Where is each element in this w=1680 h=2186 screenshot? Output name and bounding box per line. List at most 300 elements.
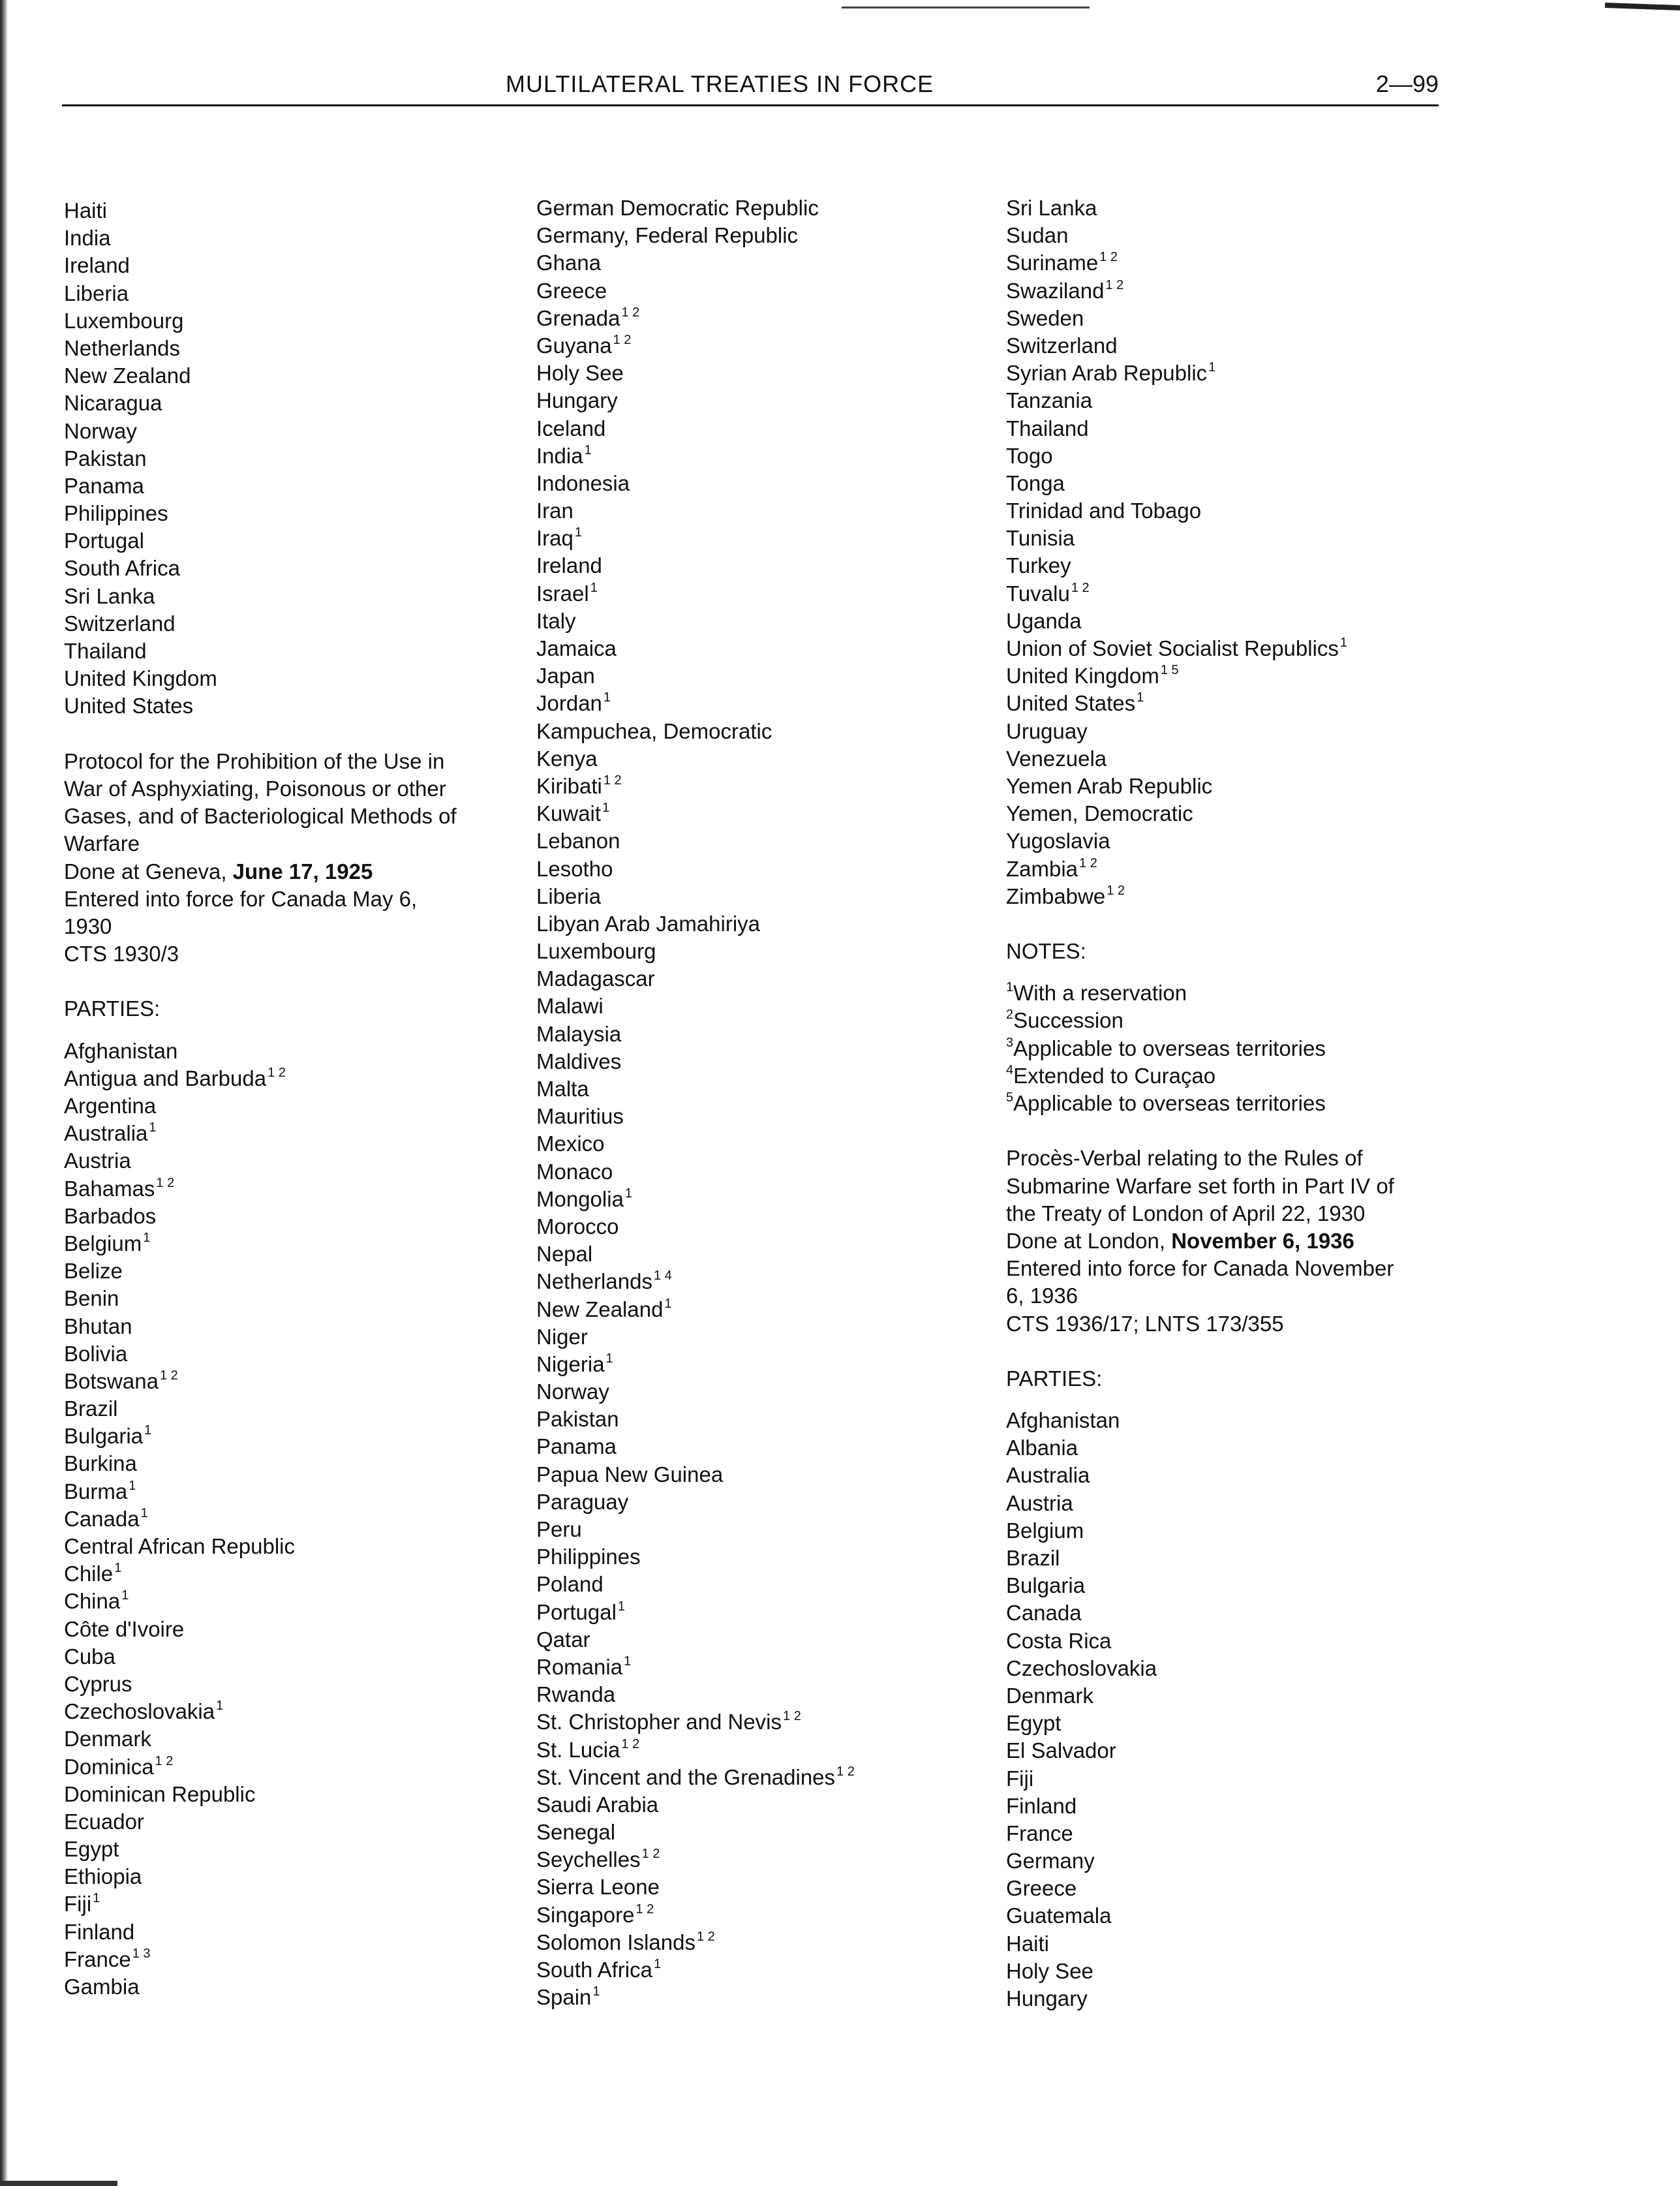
- party-item: [536, 1048, 993, 1075]
- party-footnote-ref: 1: [149, 1120, 157, 1135]
- party-item: [64, 1450, 521, 1477]
- parties-list-continued: [1006, 194, 1463, 910]
- treaty-entry-into-force: [1006, 1255, 1463, 1310]
- party-footnote-ref: 1: [216, 1699, 224, 1714]
- party-name: Papua New Guinea: [536, 1462, 724, 1486]
- party-name: Burma: [64, 1479, 128, 1503]
- spacer: [1006, 965, 1463, 979]
- party-name: Portugal: [536, 1599, 617, 1624]
- party-name: Panama: [536, 1434, 617, 1459]
- party-name: Bahamas: [64, 1176, 155, 1201]
- note-text: Applicable to overseas territories: [1013, 1036, 1326, 1060]
- party-item: [64, 1836, 521, 1863]
- note-text: Succession: [1013, 1008, 1123, 1033]
- column-left: [64, 197, 521, 2001]
- party-name: India: [536, 443, 583, 468]
- party-item: Philippines: [64, 501, 168, 526]
- party-name: Sri Lanka: [1006, 196, 1097, 220]
- party-item: Thailand: [64, 639, 147, 663]
- party-item: [536, 1736, 993, 1764]
- party-name: Czechoslovakia: [64, 1699, 215, 1724]
- party-item: [536, 1323, 993, 1351]
- party-footnote-ref: 1 2: [621, 1736, 640, 1751]
- treaty-london-proces-verbal: [1006, 1145, 1463, 2012]
- party-name: Norway: [536, 1379, 609, 1404]
- party-name: Jordan: [536, 691, 602, 716]
- party-name: Tanzania: [1006, 388, 1093, 413]
- party-item: Ireland: [64, 253, 130, 278]
- party-item: [536, 993, 993, 1020]
- treaty-cts: CTS 1936/17; LNTS 173/355: [1006, 1311, 1284, 1336]
- party-footnote-ref: 1: [1339, 636, 1348, 650]
- party-name: Yemen Arab Republic: [1006, 773, 1213, 798]
- party-name: Maldives: [536, 1049, 622, 1073]
- party-item: [536, 525, 993, 552]
- party-name: Argentina: [64, 1094, 157, 1118]
- party-item: [64, 1505, 521, 1533]
- party-name: Kampuchea, Democratic: [536, 718, 772, 743]
- party-footnote-ref: 1: [121, 1588, 129, 1603]
- party-item: Bulgaria: [1006, 1573, 1086, 1598]
- party-item: Guatemala: [1006, 1903, 1112, 1928]
- party-name: Bolivia: [64, 1341, 128, 1366]
- party-item: Switzerland: [64, 611, 176, 636]
- party-footnote-ref: 1 2: [603, 773, 622, 788]
- spacer: [1006, 1393, 1463, 1407]
- party-item: [536, 442, 993, 470]
- party-item: [536, 1929, 993, 1956]
- party-name: Uganda: [1006, 608, 1082, 633]
- party-name: Afghanistan: [64, 1038, 178, 1063]
- party-name: Antigua and Barbuda: [64, 1066, 267, 1090]
- party-item: [64, 1147, 521, 1175]
- party-item: Haiti: [1006, 1931, 1050, 1956]
- party-item: [536, 1543, 993, 1571]
- party-name: Paraguay: [536, 1489, 629, 1514]
- scan-edge-left: [0, 0, 8, 2186]
- party-name: Botswana: [64, 1368, 159, 1393]
- party-item: [1006, 387, 1463, 414]
- treaty-title: [1006, 1145, 1463, 1227]
- party-item: [1006, 415, 1463, 442]
- party-name: New Zealand: [536, 1297, 664, 1321]
- party-name: Benin: [64, 1286, 119, 1311]
- party-item: [64, 1781, 521, 1808]
- note-item: [1006, 1035, 1463, 1062]
- treaty-title-line: Protocol for the Prohibition of the Use in: [64, 748, 445, 773]
- party-item: [536, 277, 993, 305]
- party-item: United Kingdom: [64, 666, 217, 691]
- party-name: United States: [1006, 691, 1136, 716]
- party-item: [536, 1626, 993, 1654]
- party-item: [1006, 194, 1463, 222]
- party-item: El Salvador: [1006, 1738, 1116, 1763]
- party-item: Hungary: [1006, 1986, 1088, 2010]
- party-item: [536, 827, 993, 855]
- party-item: [64, 1313, 521, 1340]
- treaty-done-line: [64, 858, 521, 885]
- note-item: [1006, 1062, 1463, 1090]
- party-footnote-ref: 1: [603, 690, 611, 705]
- party-item: [536, 1378, 993, 1406]
- party-item: [536, 387, 993, 414]
- party-name: Niger: [536, 1324, 588, 1349]
- party-footnote-ref: 1 2: [1107, 883, 1125, 898]
- party-name: Singapore: [536, 1902, 635, 1927]
- party-item: Fiji: [1006, 1766, 1034, 1791]
- party-footnote-ref: 1 2: [1105, 277, 1124, 292]
- party-name: Israel: [536, 581, 589, 606]
- party-name: Syrian Arab Republic: [1006, 361, 1208, 386]
- party-name: Saudi Arabia: [536, 1792, 659, 1817]
- party-item: [536, 1681, 993, 1708]
- running-head: [62, 70, 1439, 106]
- party-name: Malta: [536, 1077, 589, 1101]
- party-item: [536, 855, 993, 883]
- party-name: Brazil: [64, 1396, 118, 1421]
- party-name: Trinidad and Tobago: [1006, 499, 1202, 523]
- party-name: Central African Republic: [64, 1534, 296, 1558]
- party-name: Bhutan: [64, 1314, 132, 1338]
- party-item: [64, 1918, 521, 1946]
- party-item: [64, 1340, 521, 1368]
- party-item: [64, 1725, 521, 1753]
- party-item: [64, 1230, 521, 1257]
- party-item: [1006, 800, 1463, 827]
- party-name: Solomon Islands: [536, 1930, 695, 1954]
- party-footnote-ref: 1: [624, 1654, 632, 1669]
- scan-mark-top-right: [1605, 3, 1680, 10]
- notes-heading: NOTES:: [1006, 939, 1086, 964]
- party-footnote-ref: 1: [605, 1351, 613, 1366]
- party-item: [536, 222, 993, 249]
- party-item: Holy See: [1006, 1958, 1093, 1983]
- party-name: Greece: [536, 278, 607, 303]
- party-item: [1006, 608, 1463, 635]
- parties-list-continued: [536, 194, 993, 2011]
- party-name: St. Lucia: [536, 1737, 620, 1762]
- note-number: 2: [1006, 1008, 1014, 1023]
- treaty-done-line: [1006, 1227, 1463, 1255]
- party-item: [1006, 332, 1463, 360]
- party-item: [536, 360, 993, 387]
- party-name: Sweden: [1006, 305, 1084, 330]
- party-name: Mongolia: [536, 1186, 624, 1211]
- party-name: Bulgaria: [64, 1424, 144, 1449]
- party-name: Chile: [64, 1562, 114, 1586]
- party-item: [536, 1075, 993, 1103]
- party-item: Costa Rica: [1006, 1628, 1112, 1653]
- party-name: Tonga: [1006, 470, 1065, 495]
- party-item: [536, 1599, 993, 1626]
- party-item: [1006, 827, 1463, 855]
- note-text: Applicable to overseas territories: [1013, 1091, 1326, 1115]
- party-item: Nicaragua: [64, 391, 162, 416]
- party-item: [64, 1120, 521, 1147]
- spacer: [1006, 910, 1463, 938]
- scan-edge-bottom: [0, 2181, 117, 2186]
- treaty-done-date: June 17, 1925: [232, 859, 373, 884]
- party-footnote-ref: 1 3: [132, 1946, 151, 1961]
- party-name: Spain: [536, 1985, 592, 2010]
- party-item: [1006, 855, 1463, 883]
- party-footnote-ref: 1 2: [155, 1753, 174, 1768]
- note-number: 1: [1006, 980, 1014, 995]
- party-item: [536, 1956, 993, 1984]
- party-name: Kuwait: [536, 801, 602, 826]
- party-name: Malawi: [536, 994, 603, 1019]
- party-name: Germany, Federal Republic: [536, 223, 799, 248]
- party-item: [536, 883, 993, 910]
- party-item: [536, 194, 993, 222]
- party-item: [1006, 249, 1463, 277]
- party-footnote-ref: 1: [1208, 360, 1216, 375]
- party-item: [536, 1984, 993, 2011]
- running-head-title: MULTILATERAL TREATIES IN FORCE: [506, 70, 934, 97]
- column-middle: [536, 194, 993, 2011]
- party-name: Cuba: [64, 1644, 115, 1669]
- parties-list: [64, 1038, 521, 2001]
- party-name: Canada: [64, 1506, 140, 1531]
- party-name: Indonesia: [536, 470, 630, 495]
- party-item: [1006, 525, 1463, 552]
- party-name: Monaco: [536, 1159, 613, 1184]
- party-name: Romania: [536, 1654, 623, 1679]
- party-name: Hungary: [536, 388, 618, 413]
- party-footnote-ref: 1: [1137, 690, 1144, 705]
- party-name: Japan: [536, 664, 595, 688]
- party-item: [1006, 580, 1463, 608]
- party-item: [536, 1819, 993, 1846]
- party-item: Portugal: [64, 529, 144, 553]
- treaty-force-line: Entered into force for Canada May 6,: [64, 886, 418, 911]
- party-item: [536, 1791, 993, 1819]
- party-item: [64, 1065, 521, 1092]
- party-name: Yemen, Democratic: [1006, 801, 1193, 826]
- party-name: Qatar: [536, 1627, 590, 1652]
- party-item: [64, 1588, 521, 1615]
- party-item: [536, 1846, 993, 1873]
- party-item: [64, 1175, 521, 1203]
- party-name: Yugoslavia: [1006, 829, 1110, 854]
- treaty-done-prefix: Done at Geneva,: [64, 859, 233, 884]
- party-item: [64, 1753, 521, 1781]
- spacer: [64, 1023, 521, 1038]
- party-item: Egypt: [1006, 1711, 1061, 1736]
- party-name: Ethiopia: [64, 1864, 142, 1889]
- party-name: Guyana: [536, 333, 612, 358]
- party-name: Cyprus: [64, 1671, 132, 1696]
- note-item: [1006, 1007, 1463, 1034]
- spacer: [64, 720, 521, 748]
- party-item: [64, 1092, 521, 1120]
- party-item: [536, 800, 993, 827]
- party-item: [536, 1571, 993, 1598]
- party-name: Zimbabwe: [1006, 884, 1106, 908]
- parties-list-continued: [64, 197, 521, 720]
- party-name: Italy: [536, 608, 576, 633]
- party-item: Pakistan: [64, 446, 147, 470]
- party-name: St. Vincent and the Grenadines: [536, 1764, 836, 1789]
- party-item: Denmark: [1006, 1683, 1093, 1708]
- party-item: [536, 1461, 993, 1488]
- party-item: [64, 1808, 521, 1836]
- treaty-title-line: the Treaty of London of April 22, 1930: [1006, 1201, 1366, 1225]
- party-item: Australia: [1006, 1463, 1090, 1488]
- party-item: [536, 773, 993, 800]
- party-name: Thailand: [1006, 416, 1089, 440]
- party-name: Sierra Leone: [536, 1875, 660, 1900]
- party-item: [536, 1901, 993, 1929]
- party-name: Gambia: [64, 1975, 140, 1999]
- party-name: Peru: [536, 1517, 582, 1541]
- party-item: [64, 1423, 521, 1450]
- treaty-geneva-protocol: [64, 748, 521, 2001]
- party-name: Mexico: [536, 1131, 605, 1156]
- party-footnote-ref: 1: [602, 801, 610, 816]
- party-item: [64, 1670, 521, 1698]
- treaty-title: [64, 748, 521, 858]
- party-name: Lebanon: [536, 829, 620, 854]
- party-name: Switzerland: [1006, 333, 1118, 358]
- party-name: Rwanda: [536, 1682, 616, 1707]
- party-item: [1006, 745, 1463, 773]
- party-name: Iraq: [536, 526, 573, 551]
- party-item: [536, 1406, 993, 1433]
- party-name: Madagascar: [536, 966, 655, 991]
- party-item: [536, 1654, 993, 1681]
- party-item: [64, 1038, 521, 1065]
- party-name: Ireland: [536, 553, 602, 578]
- treaty-cts: CTS 1930/3: [64, 942, 179, 966]
- party-name: Tuvalu: [1006, 581, 1070, 606]
- party-item: Panama: [64, 473, 144, 498]
- party-footnote-ref: 1: [129, 1478, 136, 1493]
- notes-list: [1006, 979, 1463, 1117]
- party-name: German Democratic Republic: [536, 196, 819, 220]
- party-footnote-ref: 1 2: [1079, 855, 1097, 870]
- party-name: Turkey: [1006, 553, 1071, 578]
- party-item: [536, 1433, 993, 1460]
- spacer: [64, 968, 521, 995]
- party-footnote-ref: 1: [584, 442, 592, 457]
- treaty-title-line: War of Asphyxiating, Poisonous or other: [64, 776, 446, 801]
- party-name: Holy See: [536, 361, 624, 386]
- party-item: [536, 1488, 993, 1516]
- party-item: Netherlands: [64, 335, 180, 360]
- treaty-force-line: Entered into force for Canada November: [1006, 1256, 1394, 1281]
- party-footnote-ref: 1: [574, 525, 582, 540]
- party-item: [1006, 662, 1463, 690]
- treaty-done-date: November 6, 1936: [1171, 1228, 1354, 1253]
- party-item: [1006, 305, 1463, 332]
- party-item: [64, 1395, 521, 1423]
- party-footnote-ref: 1: [93, 1891, 100, 1906]
- party-name: Nepal: [536, 1242, 593, 1267]
- note-number: 4: [1006, 1062, 1014, 1077]
- party-footnote-ref: 1: [143, 1230, 151, 1245]
- party-item: [536, 1240, 993, 1268]
- party-item: [536, 690, 993, 717]
- scan-mark-top: [842, 7, 1090, 8]
- party-item: [536, 1764, 993, 1791]
- party-name: Burkina: [64, 1451, 137, 1476]
- party-item: [64, 1533, 521, 1560]
- party-item: Liberia: [64, 281, 129, 305]
- party-name: Dominican Republic: [64, 1781, 256, 1806]
- party-name: Philippines: [536, 1545, 641, 1569]
- party-name: Libyan Arab Jamahiriya: [536, 911, 761, 936]
- party-item: [536, 1213, 993, 1240]
- party-footnote-ref: 1: [140, 1505, 148, 1520]
- party-name: United Kingdom: [1006, 664, 1159, 688]
- party-footnote-ref: 1 2: [1071, 580, 1090, 595]
- party-item: [536, 580, 993, 608]
- party-footnote-ref: 1 2: [783, 1709, 801, 1724]
- party-name: Grenada: [536, 305, 620, 330]
- party-name: Finland: [64, 1919, 135, 1944]
- party-item: [536, 662, 993, 690]
- party-item: [1006, 552, 1463, 579]
- party-item: [1006, 635, 1463, 662]
- party-name: Mauritius: [536, 1104, 624, 1129]
- party-name: Senegal: [536, 1820, 616, 1845]
- party-footnote-ref: 1: [624, 1186, 633, 1201]
- party-footnote-ref: 1: [592, 1984, 600, 1999]
- party-item: United States: [64, 694, 194, 718]
- party-footnote-ref: 1 2: [613, 332, 632, 347]
- party-item: [1006, 442, 1463, 470]
- party-item: [536, 910, 993, 938]
- party-name: Australia: [64, 1121, 148, 1146]
- party-item: [536, 1103, 993, 1130]
- page-number: 2—99: [1375, 70, 1439, 97]
- party-footnote-ref: 1 2: [1099, 250, 1118, 265]
- spacer: [1006, 1117, 1463, 1145]
- party-item: [536, 1516, 993, 1543]
- party-footnote-ref: 1 2: [267, 1065, 286, 1080]
- party-item: [64, 1643, 521, 1670]
- party-name: South Africa: [536, 1958, 652, 1982]
- party-footnote-ref: 1: [617, 1599, 626, 1614]
- treaty-entry-into-force: [64, 885, 521, 940]
- party-item: [1006, 718, 1463, 745]
- party-name: Kenya: [536, 746, 598, 771]
- parties-list: [1006, 1407, 1463, 2012]
- party-item: [64, 1203, 521, 1230]
- party-item: [536, 1186, 993, 1213]
- party-item: [536, 718, 993, 745]
- party-name: Iran: [536, 499, 573, 523]
- party-footnote-ref: 1 4: [653, 1269, 672, 1284]
- party-name: Lesotho: [536, 856, 613, 881]
- party-item: [64, 1257, 521, 1285]
- party-item: Sri Lanka: [64, 583, 155, 608]
- party-name: Poland: [536, 1572, 603, 1597]
- party-item: [64, 1285, 521, 1312]
- party-name: Malaysia: [536, 1021, 622, 1046]
- party-name: Jamaica: [536, 636, 617, 660]
- party-name: Fiji: [64, 1892, 92, 1917]
- party-name: Seychelles: [536, 1847, 641, 1872]
- party-item: [536, 332, 993, 360]
- party-item: Afghanistan: [1006, 1408, 1120, 1433]
- party-footnote-ref: 1 2: [836, 1764, 855, 1779]
- party-footnote-ref: 1: [664, 1296, 672, 1311]
- party-footnote-ref: 1 2: [641, 1847, 660, 1862]
- party-item: [536, 1708, 993, 1736]
- party-item: [536, 745, 993, 773]
